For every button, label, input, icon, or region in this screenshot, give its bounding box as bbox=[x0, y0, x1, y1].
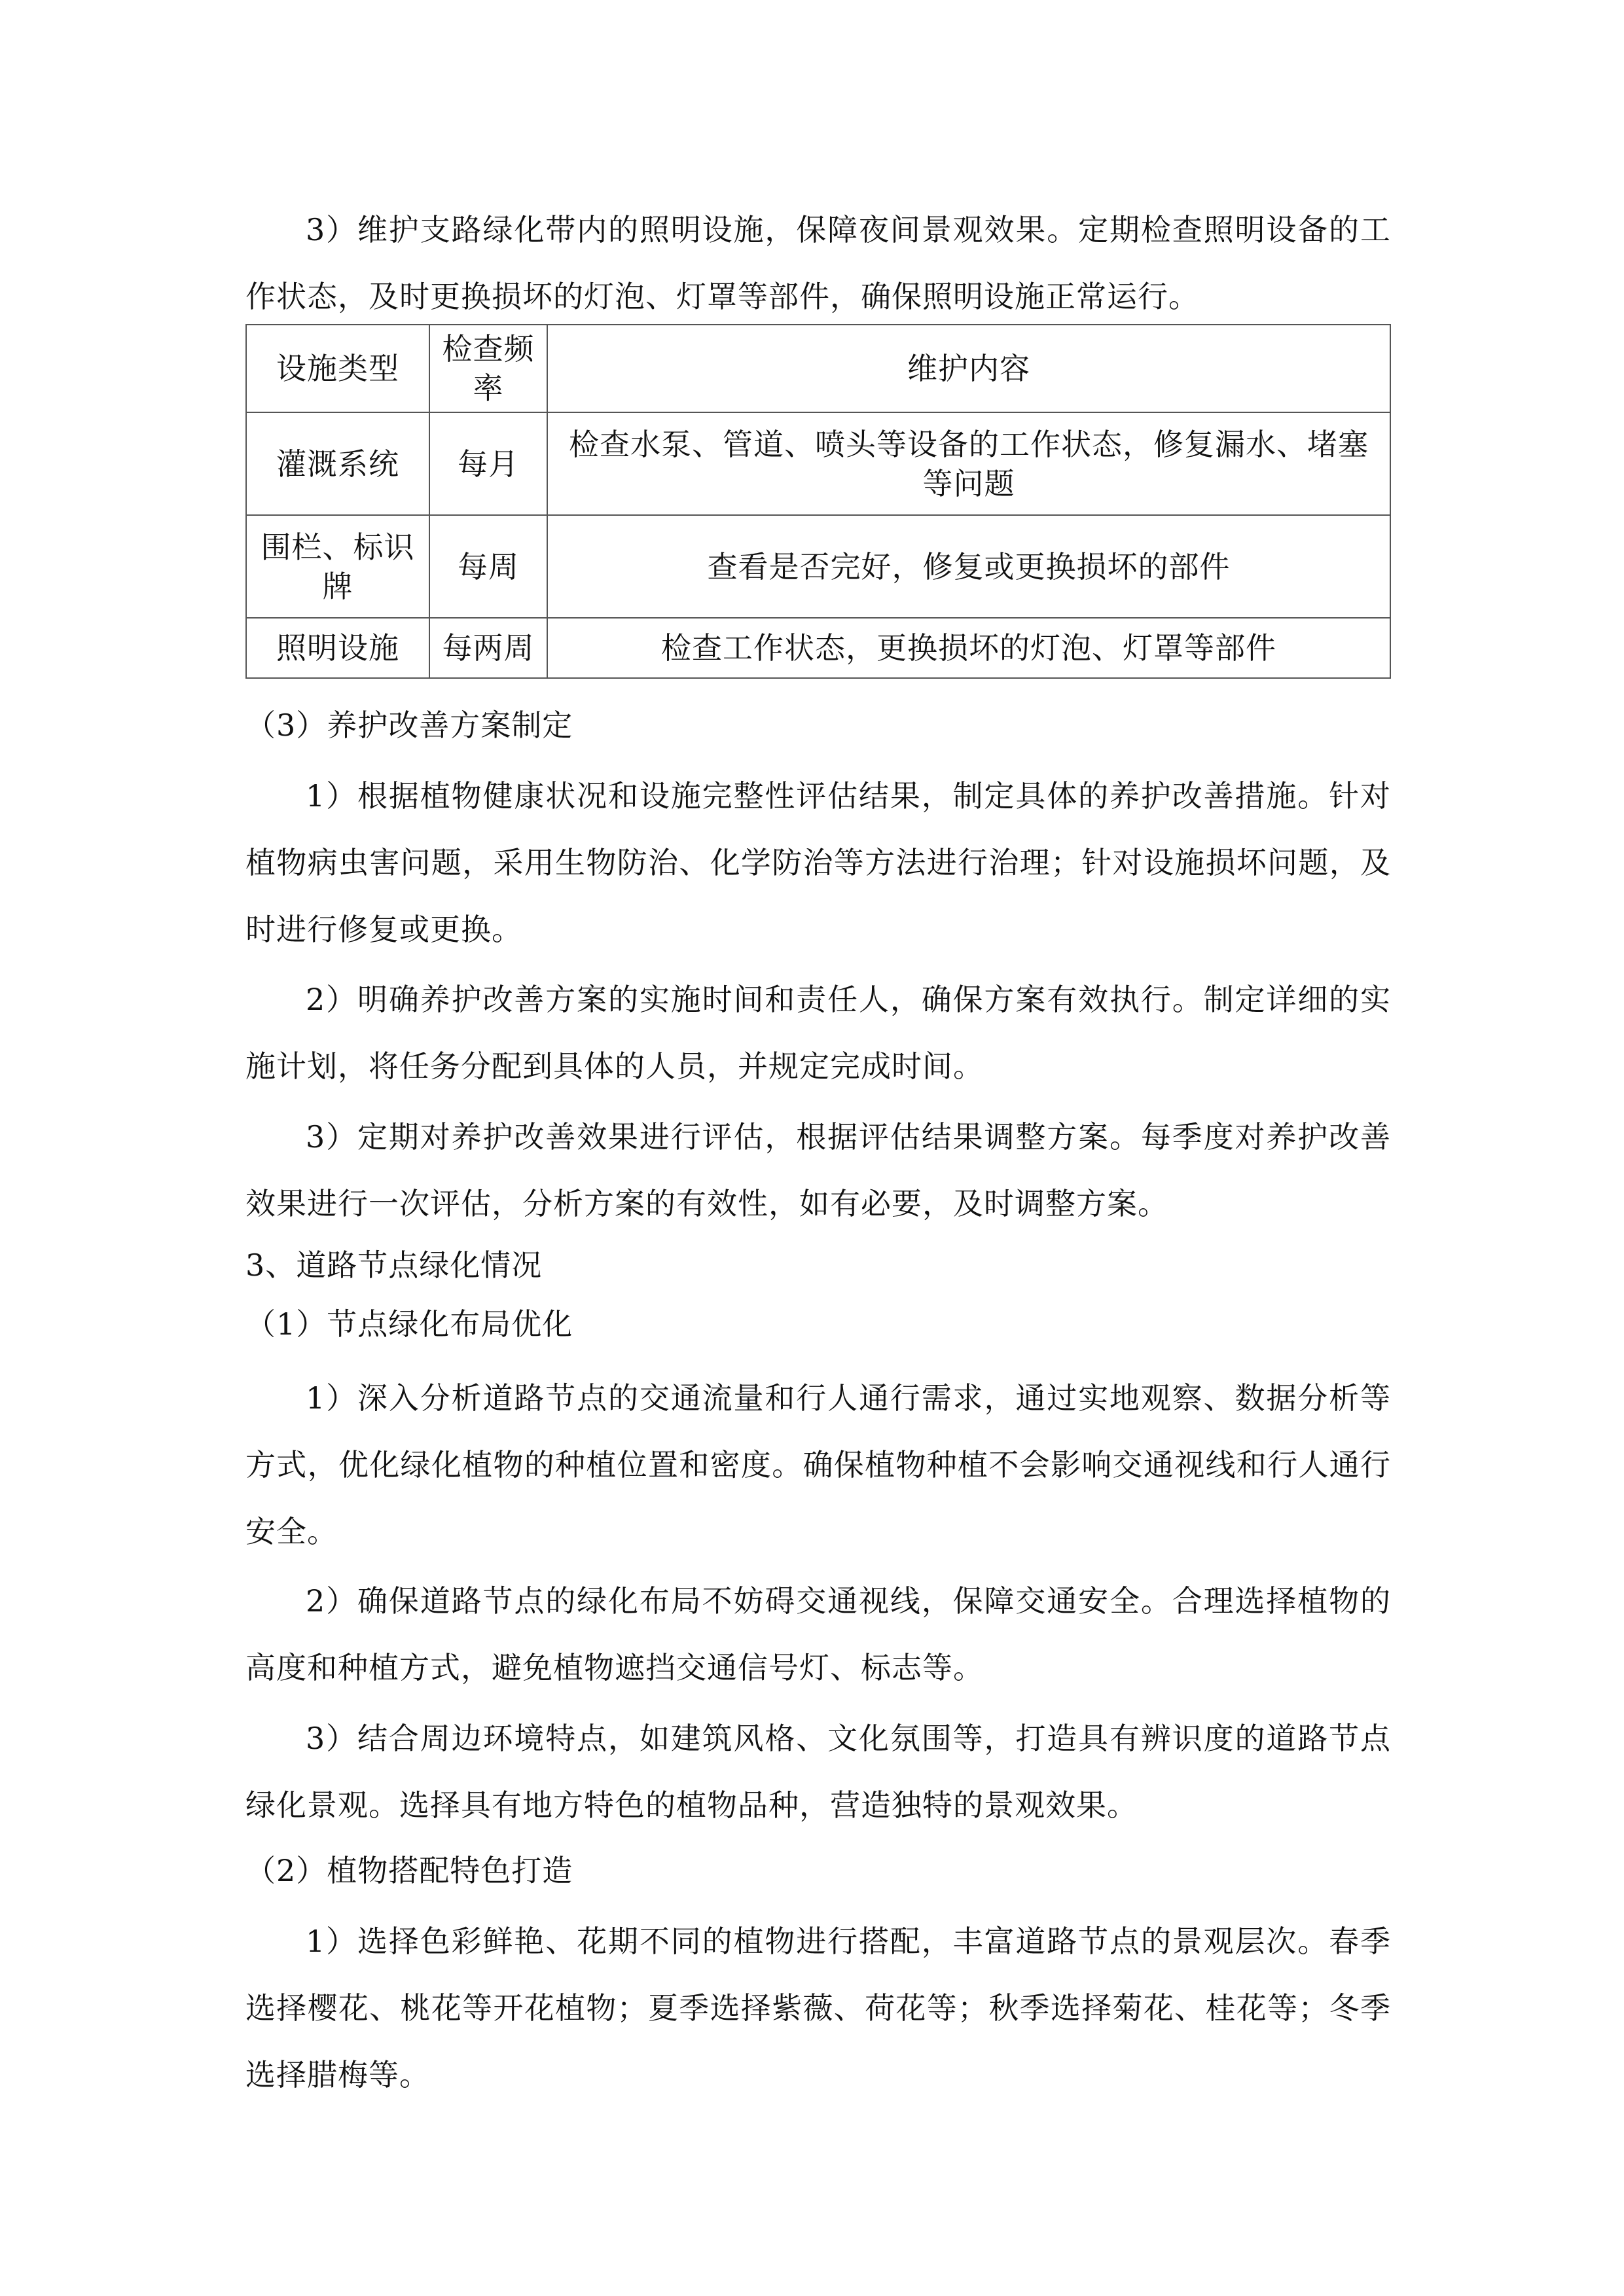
paragraph-plant-matching-1: 1）选择色彩鲜艳、花期不同的植物进行搭配，丰富道路节点的景观层次。春季选择樱花、桃花等开花植物；夏季选择紫薇、荷花等；秋季选择菊花、桂花等；冬季选择腊梅等。 bbox=[245, 1924, 1391, 2092]
table-cell: 照明设施 bbox=[246, 618, 429, 678]
table-cell: 检查水泵、管道、喷头等设备的工作状态，修复漏水、堵塞等问题 bbox=[547, 412, 1390, 515]
table-cell: 灌溉系统 bbox=[246, 412, 429, 515]
paragraph-layout-3: 3）结合周边环境特点，如建筑风格、文化氛围等，打造具有辨识度的道路节点绿化景观。选择具有地方特色的植物品种，营造独特的景观效果。 bbox=[245, 1721, 1391, 1823]
table-cell: 每周 bbox=[429, 515, 547, 618]
chapter-heading-node-greening: 3、道路节点绿化情况 bbox=[245, 1247, 543, 1283]
section-heading-layout-optimization: （1）节点绿化布局优化 bbox=[245, 1306, 573, 1342]
table-cell: 每月 bbox=[429, 412, 547, 515]
paragraph-layout-2: 2）确保道路节点的绿化布局不妨碍交通视线，保障交通安全。合理选择植物的高度和种植方式，避免植物遮挡交通信号灯、标志等。 bbox=[245, 1583, 1391, 1685]
table-header-cell: 维护内容 bbox=[547, 325, 1390, 412]
table-header-cell: 设施类型 bbox=[246, 325, 429, 412]
paragraph-layout-1: 1）深入分析道路节点的交通流量和行人通行需求，通过实地观察、数据分析等方式，优化绿化植物的种植位置和密度。确保植物种植不会影响交通视线和行人通行安全。 bbox=[245, 1380, 1391, 1549]
paragraph-lighting-maintenance: 3）维护支路绿化带内的照明设施，保障夜间景观效果。定期检查照明设备的工作状态，及时更换损坏的灯泡、灯罩等部件，确保照明设施正常运行。 bbox=[245, 212, 1391, 314]
table-cell: 查看是否完好，修复或更换损坏的部件 bbox=[547, 515, 1390, 618]
table-cell: 围栏、标识牌 bbox=[246, 515, 429, 618]
paragraph-improvement-3: 3）定期对养护改善效果进行评估，根据评估结果调整方案。每季度对养护改善效果进行一次评估，分析方案的有效性，如有必要，及时调整方案。 bbox=[245, 1119, 1391, 1221]
table-row bbox=[246, 412, 1390, 515]
section-heading-improvement-plan: （3）养护改善方案制定 bbox=[245, 708, 573, 743]
table-row bbox=[246, 515, 1390, 618]
table-cell: 检查工作状态，更换损坏的灯泡、灯罩等部件 bbox=[547, 618, 1390, 678]
paragraph-improvement-2: 2）明确养护改善方案的实施时间和责任人，确保方案有效执行。制定详细的实施计划，将任务分配到具体的人员，并规定完成时间。 bbox=[245, 982, 1391, 1084]
table-header-cell: 检查频率 bbox=[429, 325, 547, 412]
paragraph-improvement-1: 1）根据植物健康状况和设施完整性评估结果，制定具体的养护改善措施。针对植物病虫害问题，采用生物防治、化学防治等方法进行治理；针对设施损坏问题，及时进行修复或更换。 bbox=[245, 778, 1391, 947]
section-heading-plant-matching: （2）植物搭配特色打造 bbox=[245, 1853, 573, 1888]
table-header-row bbox=[246, 325, 1390, 412]
facility-maintenance-table bbox=[245, 324, 1391, 679]
table-row bbox=[246, 618, 1390, 678]
table-cell: 每两周 bbox=[429, 618, 547, 678]
